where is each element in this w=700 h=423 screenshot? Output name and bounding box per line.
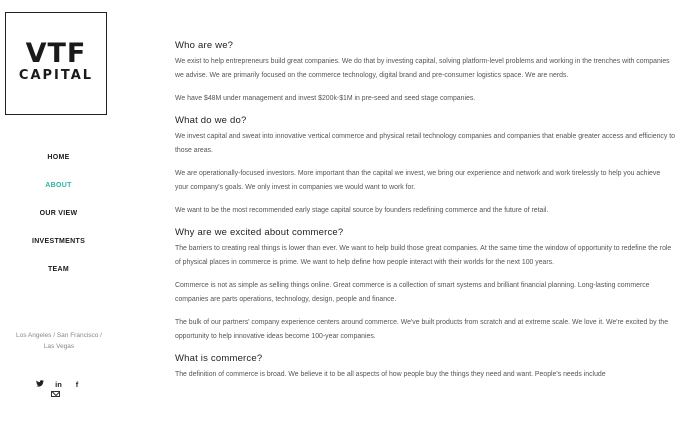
section-who-are-we xyxy=(175,40,675,106)
section-paragraph: The barriers to creating real things is lower than ever. We want to help build those great companies. At the same time the window of opportunity to redefine the role of physical places in commerce is prime. We want to help define how people interact with their worlds for the next 100 years. xyxy=(175,245,672,266)
section-title: Who are we? xyxy=(175,40,234,51)
logo-text-capital: CAPITAL xyxy=(18,68,94,83)
section-paragraph: The bulk of our partners' company experience centers around commerce. We've built products from scratch and at extreme scale. We love it. We're excited by the opportunity to help innovative ideas become 100-year companies. xyxy=(175,319,669,340)
logo-text-vtf: VTF xyxy=(25,38,87,69)
section-paragraph: We have $48M under management and invest $200k-$1M in pre-seed and seed stage companies. xyxy=(175,95,476,102)
section-title: What is commerce? xyxy=(175,353,263,364)
section-paragraph: Commerce is not as simple as selling things online. Great commerce is a collection of smart systems and brilliant financial planning. Long-lasting commerce companies are parts operations, technology, design, people and finance. xyxy=(175,282,650,303)
about-content xyxy=(175,40,675,391)
vtf-capital-logo[interactable] xyxy=(5,12,107,115)
twitter-icon[interactable] xyxy=(33,380,47,389)
section-what-do-we-do xyxy=(175,115,675,218)
nav-item-about[interactable]: ABOUT xyxy=(45,182,72,189)
nav-item-investments[interactable]: INVESTMENTS xyxy=(31,238,86,245)
section-paragraph: The definition of commerce is broad. We believe it to be all aspects of how people buy the things they need and want. People's needs include xyxy=(175,371,606,378)
section-paragraph: We invest capital and sweat into innovative vertical commerce and physical retail technology companies and companies that enable greater access and efficiency to those areas. xyxy=(175,133,675,154)
linkedin-icon[interactable]: in xyxy=(55,380,62,389)
twitter-bird-shape xyxy=(36,380,44,387)
office-locations xyxy=(4,330,114,352)
mail-icon[interactable] xyxy=(51,391,60,397)
section-paragraph: We want to be the most recommended early stage capital source by founders redefining commerce and the future of retail. xyxy=(175,207,549,214)
section-what-is-commerce xyxy=(175,353,675,382)
section-title: What do we do? xyxy=(175,115,247,126)
section-title: Why are we excited about commerce? xyxy=(175,227,344,238)
sidebar xyxy=(0,0,115,423)
nav-item-home[interactable]: HOME xyxy=(47,154,70,161)
main-nav xyxy=(0,150,117,290)
section-paragraph: We are operationally-focused investors. More important than the capital we invest, we bring our experience and network and work tirelessly to help you achieve your company's goals. We only invest in companies we would want to work for. xyxy=(175,170,661,191)
section-why-commerce xyxy=(175,227,675,344)
nav-item-our-view[interactable]: OUR VIEW xyxy=(39,210,78,217)
nav-item-team[interactable]: TEAM xyxy=(47,266,70,273)
location-line-1: Los Angeles / San Francisco / xyxy=(16,332,102,339)
section-paragraph: We exist to help entrepreneurs build great companies. We do that by investing capital, solving platform-level problems and working in the trenches with companies we advise. We are primarily focused on the commerce technology, digital brand and pre-consumer logistics space. We are nerds. xyxy=(175,58,670,79)
facebook-icon[interactable]: f xyxy=(75,380,79,389)
location-line-2: Las Vegas xyxy=(43,343,75,350)
